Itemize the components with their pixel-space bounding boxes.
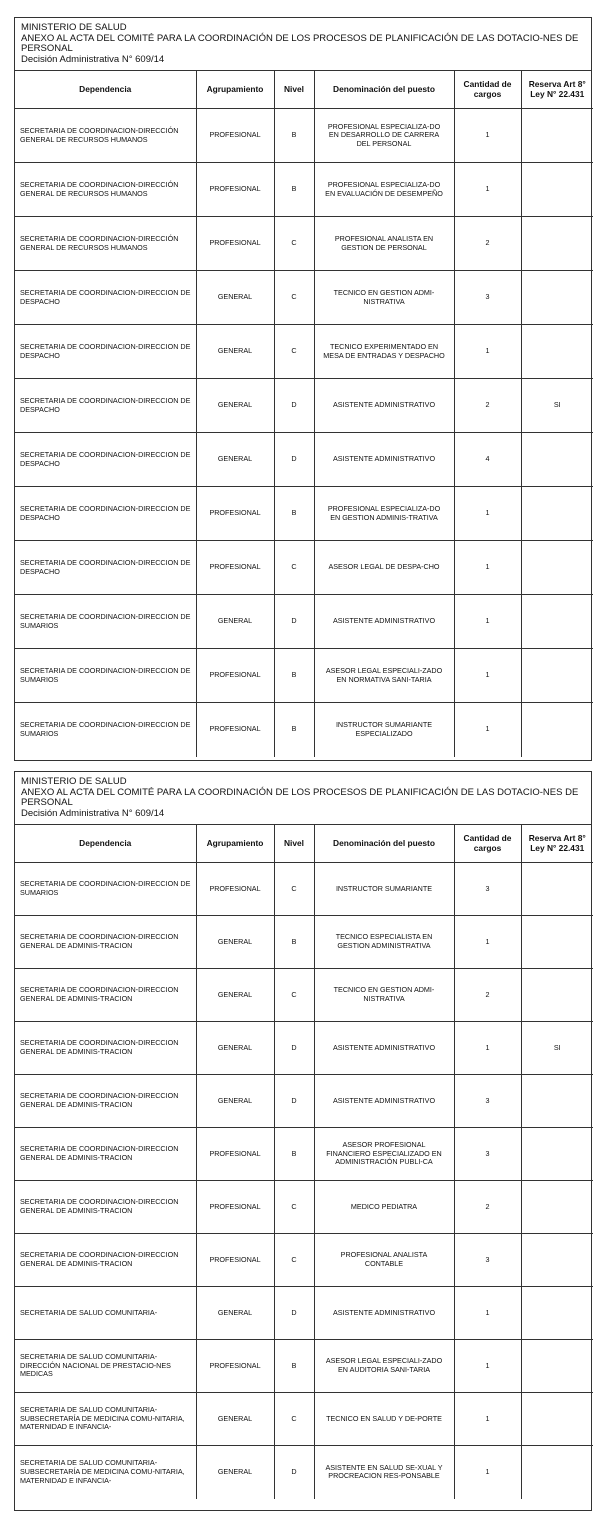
cell-cantidad: 2 — [454, 217, 521, 271]
cell-agrupamiento: GENERAL — [196, 1075, 274, 1128]
cell-nivel: D — [274, 1446, 314, 1499]
cell-nivel: B — [274, 703, 314, 757]
cell-agrupamiento: PROFESIONAL — [196, 217, 274, 271]
col-cantidad-header: Cantidad de cargos — [454, 825, 521, 863]
table-row — [15, 1128, 593, 1181]
cell-dependencia: SECRETARIA DE COORDINACION-DIRECCION DE SUMARIOS — [15, 863, 196, 916]
cell-reserva — [521, 1446, 593, 1499]
cell-agrupamiento: GENERAL — [196, 969, 274, 1022]
cell-agrupamiento: GENERAL — [196, 916, 274, 969]
cell-puesto: PROFESIONAL ANALISTA EN GESTION DE PERSONAL — [314, 217, 454, 271]
cell-nivel: D — [274, 379, 314, 433]
cell-puesto: ASESOR PROFESIONAL FINANCIERO ESPECIALIZADO EN ADMINISTRACIÓN PUBLI-CA — [314, 1128, 454, 1181]
cell-dependencia: SECRETARIA DE COORDINACION-DIRECCION DE SUMARIOS — [15, 595, 196, 649]
cell-dependencia: SECRETARIA DE COORDINACION-DIRECCIÓN GENERAL DE RECURSOS HUMANOS — [15, 109, 196, 163]
cell-agrupamiento: PROFESIONAL — [196, 649, 274, 703]
cell-nivel: B — [274, 1340, 314, 1393]
cell-reserva — [521, 1287, 593, 1340]
cell-agrupamiento: PROFESIONAL — [196, 163, 274, 217]
cell-agrupamiento: GENERAL — [196, 325, 274, 379]
cell-puesto: TECNICO ESPECIALISTA EN GESTION ADMINISTRATIVA — [314, 916, 454, 969]
table-row — [15, 379, 593, 433]
cell-dependencia: SECRETARIA DE COORDINACION-DIRECCION GENERAL DE ADMINIS-TRACION — [15, 1181, 196, 1234]
cell-nivel: C — [274, 271, 314, 325]
document-page-2 — [14, 771, 592, 1511]
table-row — [15, 433, 593, 487]
cell-dependencia: SECRETARIA DE COORDINACION-DIRECCION GENERAL DE ADMINIS-TRACION — [15, 916, 196, 969]
cell-cantidad: 1 — [454, 487, 521, 541]
cell-puesto: ASISTENTE ADMINISTRATIVO — [314, 1022, 454, 1075]
table-row — [15, 916, 593, 969]
cell-cantidad: 2 — [454, 969, 521, 1022]
cell-nivel: D — [274, 1075, 314, 1128]
table-row — [15, 541, 593, 595]
cell-nivel: C — [274, 541, 314, 595]
cell-nivel: B — [274, 163, 314, 217]
table-row — [15, 1181, 593, 1234]
cell-cantidad: 3 — [454, 1234, 521, 1287]
document-page-1 — [14, 17, 592, 761]
cell-agrupamiento: PROFESIONAL — [196, 1234, 274, 1287]
table-row — [15, 217, 593, 271]
cell-dependencia: SECRETARIA DE COORDINACION-DIRECCION DE DESPACHO — [15, 379, 196, 433]
col-puesto-header: Denominación del puesto — [314, 825, 454, 863]
cell-reserva — [521, 1128, 593, 1181]
col-reserva-header: Reserva Art 8° Ley N° 22.431 — [521, 71, 593, 109]
table-row — [15, 109, 593, 163]
cell-agrupamiento: PROFESIONAL — [196, 703, 274, 757]
cell-cantidad: 2 — [454, 1181, 521, 1234]
cell-cantidad: 1 — [454, 703, 521, 757]
decision-reference: Decisión Administrativa N° 609/14 — [21, 53, 165, 65]
col-puesto-header: Denominación del puesto — [314, 71, 454, 109]
cell-cantidad: 3 — [454, 271, 521, 325]
cell-cantidad: 1 — [454, 1446, 521, 1499]
table-row — [15, 649, 593, 703]
cell-reserva — [521, 271, 593, 325]
cell-agrupamiento: GENERAL — [196, 379, 274, 433]
cell-reserva — [521, 1234, 593, 1287]
ministry-name: MINISTERIO DE SALUD — [21, 776, 127, 787]
cell-dependencia: SECRETARIA DE SALUD COMUNITARIA-SUBSECRETARÍA DE MEDICINA COMU-NITARIA, MATERNIDAD E INFANCIA- — [15, 1446, 196, 1499]
cell-agrupamiento: PROFESIONAL — [196, 1181, 274, 1234]
table-row — [15, 163, 593, 217]
cell-agrupamiento: PROFESIONAL — [196, 109, 274, 163]
col-nivel-header: Nivel — [274, 825, 314, 863]
col-agrupamiento-header: Agrupamiento — [196, 825, 274, 863]
cell-dependencia: SECRETARIA DE COORDINACION-DIRECCION DE SUMARIOS — [15, 703, 196, 757]
cell-nivel: D — [274, 1022, 314, 1075]
cell-nivel: D — [274, 1287, 314, 1340]
positions-table — [15, 825, 593, 1499]
cell-dependencia: SECRETARIA DE COORDINACION-DIRECCION DE DESPACHO — [15, 487, 196, 541]
table-row — [15, 703, 593, 757]
cell-reserva — [521, 541, 593, 595]
cell-puesto: INSTRUCTOR SUMARIANTE — [314, 863, 454, 916]
cell-puesto: PROFESIONAL ESPECIALIZA-DO EN EVALUACIÓN DE DESEMPEÑO — [314, 163, 454, 217]
page-header — [15, 18, 591, 71]
cell-puesto: ASISTENTE ADMINISTRATIVO — [314, 379, 454, 433]
cell-dependencia: SECRETARIA DE SALUD COMUNITARIA- — [15, 1287, 196, 1340]
cell-cantidad: 1 — [454, 1022, 521, 1075]
cell-agrupamiento: GENERAL — [196, 1287, 274, 1340]
page-header — [15, 772, 591, 825]
cell-agrupamiento: PROFESIONAL — [196, 1340, 274, 1393]
cell-dependencia: SECRETARIA DE COORDINACION-DIRECCION DE DESPACHO — [15, 433, 196, 487]
cell-reserva — [521, 595, 593, 649]
cell-dependencia: SECRETARIA DE SALUD COMUNITARIA-SUBSECRETARÍA DE MEDICINA COMU-NITARIA, MATERNIDAD E INFANCIA- — [15, 1393, 196, 1446]
cell-dependencia: SECRETARIA DE COORDINACION-DIRECCIÓN GENERAL DE RECURSOS HUMANOS — [15, 163, 196, 217]
cell-cantidad: 1 — [454, 541, 521, 595]
cell-reserva — [521, 703, 593, 757]
cell-dependencia: SECRETARIA DE COORDINACION-DIRECCIÓN GENERAL DE RECURSOS HUMANOS — [15, 217, 196, 271]
cell-reserva: SI — [521, 1022, 593, 1075]
cell-puesto: TECNICO EN GESTION ADMI-NISTRATIVA — [314, 969, 454, 1022]
cell-agrupamiento: PROFESIONAL — [196, 863, 274, 916]
table-row — [15, 1393, 593, 1446]
table-body — [15, 109, 593, 757]
cell-reserva — [521, 969, 593, 1022]
cell-nivel: C — [274, 1393, 314, 1446]
cell-nivel: B — [274, 1128, 314, 1181]
cell-puesto: ASISTENTE ADMINISTRATIVO — [314, 1075, 454, 1128]
cell-nivel: C — [274, 863, 314, 916]
table-row — [15, 1287, 593, 1340]
cell-puesto: TECNICO EN SALUD Y DE-PORTE — [314, 1393, 454, 1446]
cell-agrupamiento: PROFESIONAL — [196, 1128, 274, 1181]
cell-nivel: C — [274, 217, 314, 271]
table-row — [15, 1075, 593, 1128]
cell-cantidad: 3 — [454, 863, 521, 916]
cell-puesto: ASISTENTE ADMINISTRATIVO — [314, 433, 454, 487]
cell-reserva — [521, 649, 593, 703]
col-reserva-header: Reserva Art 8° Ley N° 22.431 — [521, 825, 593, 863]
col-agrupamiento-header: Agrupamiento — [196, 71, 274, 109]
cell-agrupamiento: PROFESIONAL — [196, 541, 274, 595]
cell-cantidad: 3 — [454, 1075, 521, 1128]
col-dependencia-header: Dependencia — [15, 825, 196, 863]
cell-agrupamiento: PROFESIONAL — [196, 487, 274, 541]
annex-title: ANEXO AL ACTA DEL COMITÉ PARA LA COORDINACIÓN DE LOS PROCESOS DE PLANIFICACIÓN DE LAS DOTACIO-NES DE PERSONAL — [21, 786, 579, 808]
cell-puesto: PROFESIONAL ESPECIALIZA-DO EN DESARROLLO DE CARRERA DEL PERSONAL — [314, 109, 454, 163]
cell-dependencia: SECRETARIA DE COORDINACION-DIRECCION GENERAL DE ADMINIS-TRACION — [15, 1234, 196, 1287]
cell-cantidad: 1 — [454, 1287, 521, 1340]
cell-reserva: SI — [521, 379, 593, 433]
cell-agrupamiento: GENERAL — [196, 1446, 274, 1499]
cell-reserva — [521, 487, 593, 541]
cell-nivel: D — [274, 433, 314, 487]
cell-cantidad: 1 — [454, 595, 521, 649]
table-row — [15, 595, 593, 649]
cell-nivel: D — [274, 595, 314, 649]
ministry-name: MINISTERIO DE SALUD — [21, 22, 127, 33]
cell-puesto: INSTRUCTOR SUMARIANTE ESPECIALIZADO — [314, 703, 454, 757]
table-row — [15, 1446, 593, 1499]
cell-cantidad: 4 — [454, 433, 521, 487]
cell-puesto: ASISTENTE ADMINISTRATIVO — [314, 595, 454, 649]
cell-agrupamiento: GENERAL — [196, 595, 274, 649]
cell-puesto: ASISTENTE EN SALUD SE-XUAL Y PROCREACION RES-PONSABLE — [314, 1446, 454, 1499]
cell-cantidad: 1 — [454, 163, 521, 217]
cell-puesto: ASESOR LEGAL DE DESPA-CHO — [314, 541, 454, 595]
cell-cantidad: 2 — [454, 379, 521, 433]
cell-reserva — [521, 916, 593, 969]
cell-reserva — [521, 325, 593, 379]
cell-nivel: C — [274, 1181, 314, 1234]
cell-reserva — [521, 863, 593, 916]
table-body — [15, 863, 593, 1499]
cell-nivel: B — [274, 649, 314, 703]
cell-nivel: B — [274, 487, 314, 541]
cell-puesto: TECNICO EN GESTION ADMI-NISTRATIVA — [314, 271, 454, 325]
table-row — [15, 325, 593, 379]
positions-table — [15, 71, 593, 757]
cell-cantidad: 1 — [454, 325, 521, 379]
cell-reserva — [521, 109, 593, 163]
table-row — [15, 863, 593, 916]
table-row — [15, 487, 593, 541]
cell-puesto: PROFESIONAL ESPECIALIZA-DO EN GESTION ADMINIS-TRATIVA — [314, 487, 454, 541]
cell-dependencia: SECRETARIA DE COORDINACION-DIRECCION GENERAL DE ADMINIS-TRACION — [15, 1022, 196, 1075]
cell-cantidad: 1 — [454, 649, 521, 703]
table-row — [15, 271, 593, 325]
cell-puesto: TECNICO EXPERIMENTADO EN MESA DE ENTRADAS Y DESPACHO — [314, 325, 454, 379]
cell-nivel: B — [274, 109, 314, 163]
col-nivel-header: Nivel — [274, 71, 314, 109]
cell-cantidad: 1 — [454, 1340, 521, 1393]
cell-puesto: ASESOR LEGAL ESPECIALI-ZADO EN AUDITORIA SANI-TARIA — [314, 1340, 454, 1393]
cell-dependencia: SECRETARIA DE COORDINACION-DIRECCION DE DESPACHO — [15, 271, 196, 325]
table-row — [15, 1234, 593, 1287]
table-header-row — [15, 825, 593, 863]
annex-title: ANEXO AL ACTA DEL COMITÉ PARA LA COORDINACIÓN DE LOS PROCESOS DE PLANIFICACIÓN DE LAS DOTACIO-NES DE PERSONAL — [21, 32, 579, 54]
col-cantidad-header: Cantidad de cargos — [454, 71, 521, 109]
cell-dependencia: SECRETARIA DE SALUD COMUNITARIA-DIRECCIÓN NACIONAL DE PRESTACIO-NES MEDICAS — [15, 1340, 196, 1393]
cell-cantidad: 1 — [454, 109, 521, 163]
table-row — [15, 969, 593, 1022]
col-dependencia-header: Dependencia — [15, 71, 196, 109]
cell-agrupamiento: GENERAL — [196, 1022, 274, 1075]
cell-puesto: PROFESIONAL ANALISTA CONTABLE — [314, 1234, 454, 1287]
cell-puesto: ASISTENTE ADMINISTRATIVO — [314, 1287, 454, 1340]
table-row — [15, 1022, 593, 1075]
cell-dependencia: SECRETARIA DE COORDINACION-DIRECCION DE SUMARIOS — [15, 649, 196, 703]
cell-reserva — [521, 163, 593, 217]
cell-dependencia: SECRETARIA DE COORDINACION-DIRECCION GENERAL DE ADMINIS-TRACION — [15, 1128, 196, 1181]
cell-agrupamiento: GENERAL — [196, 1393, 274, 1446]
cell-nivel: C — [274, 969, 314, 1022]
cell-agrupamiento: GENERAL — [196, 271, 274, 325]
decision-reference: Decisión Administrativa N° 609/14 — [21, 807, 165, 819]
cell-dependencia: SECRETARIA DE COORDINACION-DIRECCION GENERAL DE ADMINIS-TRACION — [15, 1075, 196, 1128]
cell-reserva — [521, 1393, 593, 1446]
cell-cantidad: 1 — [454, 916, 521, 969]
cell-dependencia: SECRETARIA DE COORDINACION-DIRECCION GENERAL DE ADMINIS-TRACION — [15, 969, 196, 1022]
cell-puesto: ASESOR LEGAL ESPECIALI-ZADO EN NORMATIVA SANI-TARIA — [314, 649, 454, 703]
cell-reserva — [521, 1181, 593, 1234]
cell-reserva — [521, 1340, 593, 1393]
cell-dependencia: SECRETARIA DE COORDINACION-DIRECCION DE DESPACHO — [15, 541, 196, 595]
cell-reserva — [521, 433, 593, 487]
cell-cantidad: 1 — [454, 1393, 521, 1446]
cell-nivel: C — [274, 325, 314, 379]
cell-cantidad: 3 — [454, 1128, 521, 1181]
cell-dependencia: SECRETARIA DE COORDINACION-DIRECCION DE DESPACHO — [15, 325, 196, 379]
cell-nivel: B — [274, 916, 314, 969]
cell-reserva — [521, 1075, 593, 1128]
cell-nivel: C — [274, 1234, 314, 1287]
table-row — [15, 1340, 593, 1393]
cell-reserva — [521, 217, 593, 271]
cell-puesto: MEDICO PEDIATRA — [314, 1181, 454, 1234]
table-header-row — [15, 71, 593, 109]
cell-agrupamiento: GENERAL — [196, 433, 274, 487]
